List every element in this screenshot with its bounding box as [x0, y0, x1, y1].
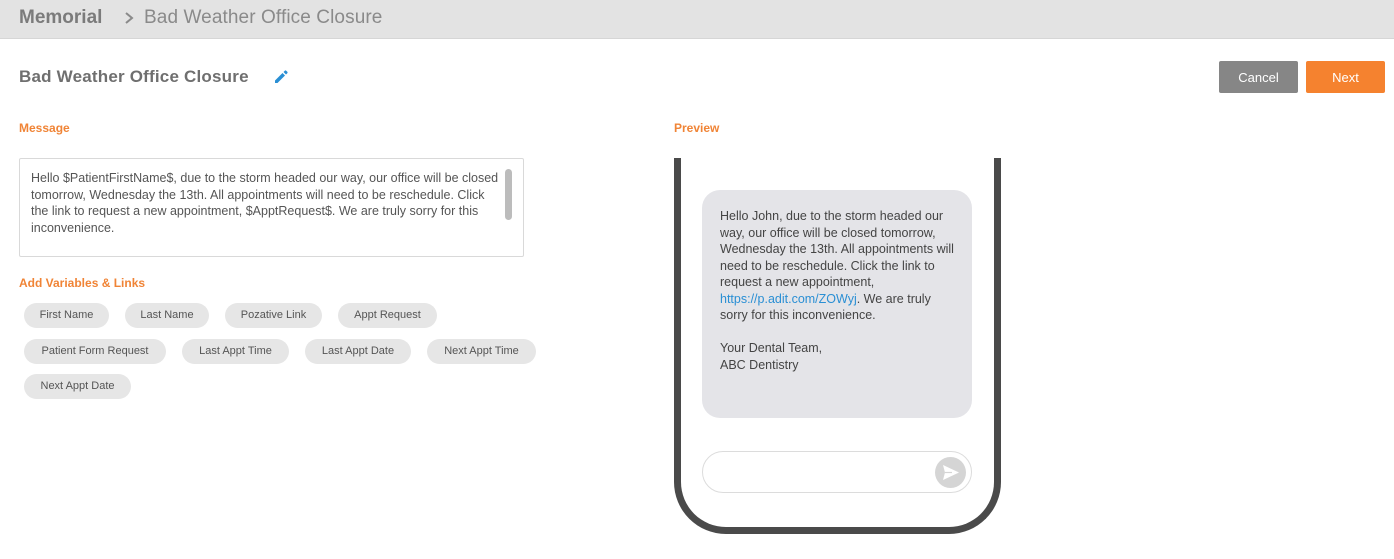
cancel-button[interactable]: Cancel [1219, 61, 1298, 93]
message-textarea[interactable] [19, 158, 524, 257]
breadcrumb-root[interactable]: Memorial [19, 7, 103, 28]
breadcrumb-current: Bad Weather Office Closure [144, 7, 383, 28]
message-label: Message [19, 121, 70, 135]
variable-chip-patient-form-request[interactable]: Patient Form Request [24, 339, 166, 364]
chevron-right-icon [121, 9, 137, 27]
send-button[interactable] [935, 457, 966, 488]
preview-label: Preview [674, 121, 720, 135]
preview-signature-line2: ABC Dentistry [720, 357, 799, 372]
breadcrumb [0, 0, 1394, 39]
variable-chip-appt-request[interactable]: Appt Request [338, 303, 437, 328]
variable-chip-first-name[interactable]: First Name [24, 303, 109, 328]
preview-link[interactable]: https://p.adit.com/ZOWyj [720, 291, 857, 306]
preview-message-text [720, 208, 960, 373]
preview-reply-input[interactable] [702, 451, 972, 493]
pencil-icon[interactable] [273, 69, 289, 85]
variable-chip-next-appt-date[interactable]: Next Appt Date [24, 374, 131, 399]
variable-chip-last-name[interactable]: Last Name [125, 303, 209, 328]
variable-chip-pozative-link[interactable]: Pozative Link [225, 303, 322, 328]
message-text[interactable]: Hello $PatientFirstName$, due to the storm headed our way, our office will be closed tomorrow, Wednesday the 13th. All appointments will need to be reschedule. Click the link to request a new appointment, $ApptRequest$. We are truly sorry for this inconvenience. [31, 171, 499, 235]
next-button[interactable]: Next [1306, 61, 1385, 93]
send-icon [935, 457, 966, 488]
message-scrollbar[interactable] [505, 169, 512, 220]
preview-text-before-link: Hello John, due to the storm headed our way, our office will be closed tomorrow, Wednesday the 13th. All appointments will need to be reschedule. Click the link to request a new appointment, [720, 209, 954, 289]
preview-signature-line1: Your Dental Team, [720, 341, 823, 355]
page-title: Bad Weather Office Closure [19, 67, 249, 86]
variables-label: Add Variables & Links [19, 276, 146, 290]
preview-text-after-link: . We are truly sorry for this inconvenience. [720, 291, 931, 322]
variable-chip-next-appt-time[interactable]: Next Appt Time [427, 339, 536, 364]
message-bubble [702, 190, 972, 418]
variable-chip-last-appt-date[interactable]: Last Appt Date [305, 339, 411, 364]
variable-chip-last-appt-time[interactable]: Last Appt Time [182, 339, 289, 364]
